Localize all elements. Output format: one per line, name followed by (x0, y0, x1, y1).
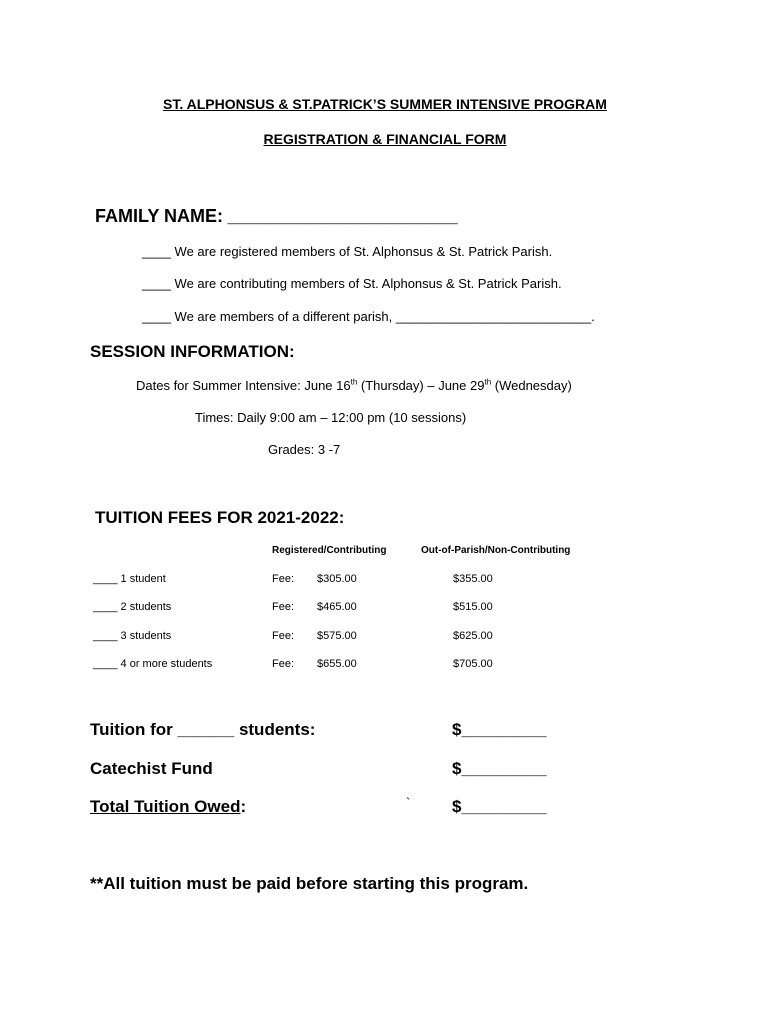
tuition-heading: TUITION FEES FOR 2021-2022: (95, 508, 345, 527)
session-dates (136, 378, 572, 393)
option-text: We are contributing members of St. Alphonsus & St. Patrick Parish. (174, 276, 562, 291)
family-name-label: FAMILY NAME: (95, 206, 224, 226)
membership-option-registered (142, 244, 552, 259)
option-text: We are registered members of St. Alphonsus & St. Patrick Parish. (174, 244, 553, 259)
column-header-out-of-parish: Out-of-Parish/Non-Contributing (421, 545, 571, 556)
fee-registered: $465.00 (317, 601, 357, 613)
fee-label: Fee: (272, 658, 295, 670)
total-tuition-colon: : (240, 797, 247, 816)
fee-out-of-parish: $705.00 (453, 658, 493, 670)
total-tuition-blank[interactable]: $_________ (452, 797, 547, 816)
option-blank[interactable]: ____ (142, 276, 171, 291)
fee-label: Fee: (272, 601, 295, 613)
catechist-fund-blank[interactable]: $_________ (452, 759, 547, 778)
fee-row-label[interactable]: ____ 2 students (93, 601, 172, 613)
session-heading: SESSION INFORMATION: (90, 342, 295, 361)
family-name-blank[interactable]: _______________________ (227, 206, 458, 226)
fee-label: Fee: (272, 573, 295, 585)
session-times: Times: Daily 9:00 am – 12:00 pm (10 sessions) (195, 410, 467, 425)
fee-label: Fee: (272, 630, 295, 642)
fee-out-of-parish: $355.00 (453, 573, 493, 585)
dates-text-start: Dates for Summer Intensive: June 16 (136, 378, 351, 393)
catechist-fund-label: Catechist Fund (90, 759, 213, 778)
form-title: ST. ALPHONSUS & ST.PATRICK’S SUMMER INTENSIVE PROGRAM (163, 96, 607, 112)
total-tuition-label: Total Tuition Owed (90, 797, 241, 816)
tuition-students-label[interactable]: Tuition for ______ students: (90, 720, 316, 739)
option-blank[interactable]: ____ (142, 309, 171, 324)
form-subtitle: REGISTRATION & FINANCIAL FORM (263, 131, 507, 147)
fee-registered: $655.00 (317, 658, 357, 670)
membership-option-contributing (142, 276, 562, 291)
fee-registered: $305.00 (317, 573, 357, 585)
fee-row-label[interactable]: ____ 4 or more students (93, 658, 213, 670)
membership-option-other-parish (142, 309, 595, 324)
family-name-row (95, 206, 458, 227)
stray-backtick-mark: ` (406, 795, 411, 810)
dates-text-end: (Wednesday) (491, 378, 572, 393)
dates-ordinal-2: th (484, 377, 492, 387)
column-header-registered: Registered/Contributing (272, 545, 387, 556)
option-blank[interactable]: ____ (142, 244, 171, 259)
fee-out-of-parish: $515.00 (453, 601, 493, 613)
option-text: We are members of a different parish, ___________________________. (174, 309, 595, 324)
fee-registered: $575.00 (317, 630, 357, 642)
session-grades: Grades: 3 -7 (268, 442, 341, 457)
fee-out-of-parish: $625.00 (453, 630, 493, 642)
fee-row-label[interactable]: ____ 3 students (93, 630, 172, 642)
total-tuition-row (90, 797, 246, 817)
payment-note: **All tuition must be paid before starting this program. (90, 874, 529, 893)
fee-row-label[interactable]: ____ 1 student (93, 573, 166, 585)
dates-text-mid: (Thursday) – June 29 (357, 378, 485, 393)
dates-ordinal-1: th (350, 377, 358, 387)
tuition-amount-blank[interactable]: $_________ (452, 720, 547, 739)
